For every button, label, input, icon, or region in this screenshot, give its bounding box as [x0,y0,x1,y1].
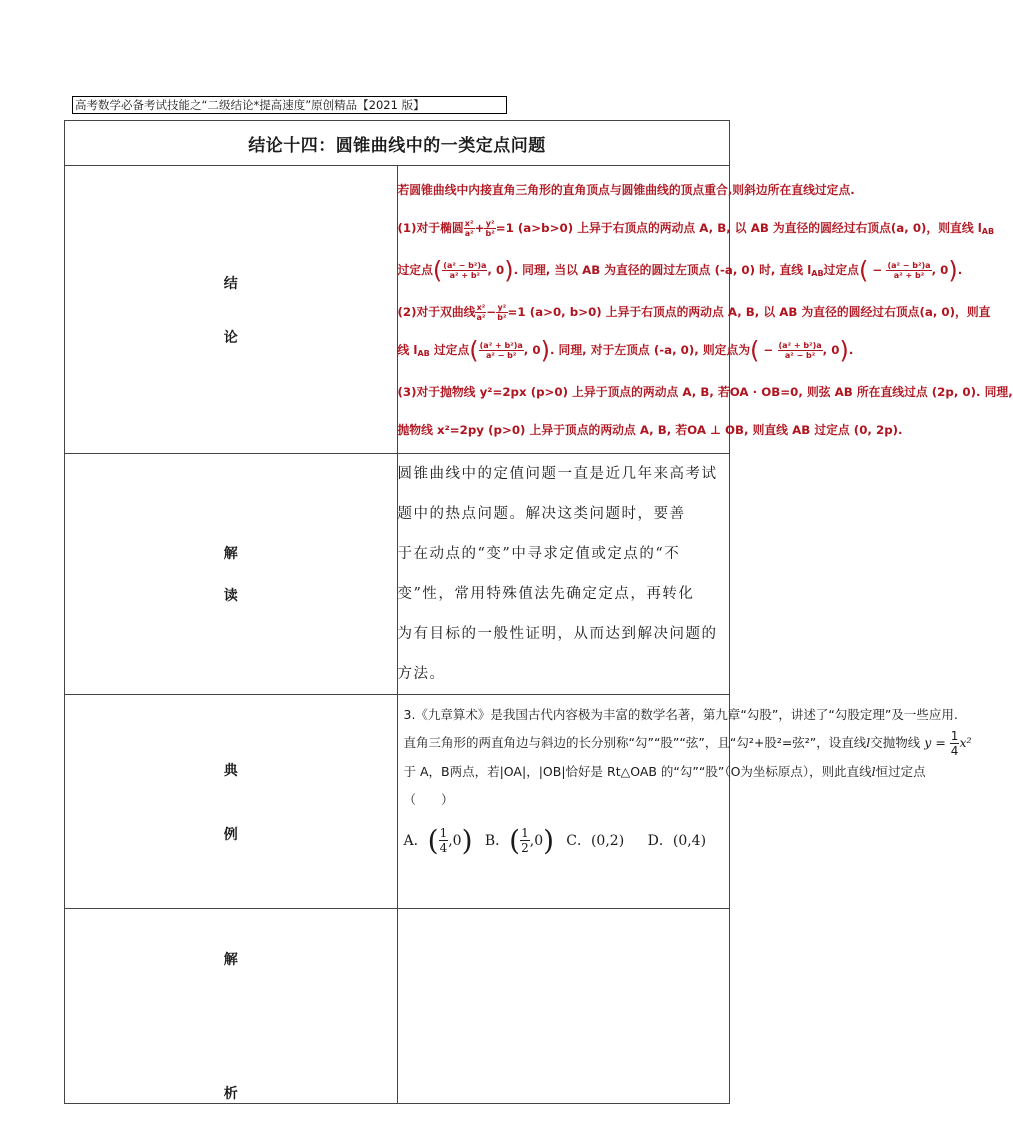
example-line-4: （ ） [403,792,454,807]
interpretation-body: 圆锥曲线中的定值问题一直是近几年来高考试题中的热点问题。解决这类问题时，要善 于在动点的“变”中寻求定值或定点的“不变”性，常用特殊值法先确定定点，再转化 为有目标的一般性证明，从而达到解决问题的方法。 [397,454,730,695]
document-header: 高考数学必备考试技能之“二级结论*提高速度”原创精品【2021 版】 [72,96,507,114]
option-a[interactable]: A． ( $\frac{1}{4}$ ,0 ) [403,823,473,857]
example-line-2: 直角三角形的两直角边与斜边的长分别称“勾”“股”“弦”，且“勾²+股²=弦²”，设直线l交抛物线 y = $\frac{1}{4}$ x² [403,729,972,758]
label-example: 典 例 [65,695,398,909]
ellipse-x-term: $\frac{\text{x²}}{\text{a²}}$ [464,218,474,238]
page-title: 结论十四：圆锥曲线中的一类定点问题 [65,121,730,166]
answer-options [403,823,730,857]
analysis-body [397,909,730,1104]
conclusion-intro: 若圆锥曲线中内接直角三角形的直角顶点与圆锥曲线的顶点重合,则斜边所在直线过定点. [397,182,855,197]
ellipse-y-term: $\frac{\text{y²}}{\text{b²}}$ [485,218,495,238]
ellipse-statement-1: (1)对于椭圆 $\frac{\text{x²}}{\text{a²}}$ + $\frac{\text{y²}}{\text{b²}}$ =1 (a>b>0) 上异于右顶点的两动点 A, B, 以 AB 为直径的圆经过右顶点(a, 0)，则直线 $l_{AB}$ [397,218,995,238]
option-d[interactable]: D． (0,4) [647,832,707,849]
option-c[interactable]: C． (0,2) [566,832,625,849]
hyperbola-statement-1: (2)对于双曲线 $\frac{\text{x²}}{\text{a²}}$ − $\frac{\text{y²}}{\text{b²}}$ =1 (a>0, b>0) 上异于右顶点的两动点 A, B, 以 AB 为直径的圆经过右顶点(a, 0)，则直 [397,302,991,322]
conclusion-table [64,120,1013,1104]
example-line-3: 于 A，B两点，若|OA|，|OB|恰好是 Rt△OAB 的“勾”“股”（O为坐标原点），则此直线l恒过定点 [403,764,926,779]
example-body [397,695,972,909]
ellipse-left-point: $\frac{\text{(a² − b²)a}}{\text{a² + b²}}$ [887,260,931,280]
hyperbola-left-point: $\frac{\text{(a² + b²)a}}{\text{a² − b²}}$ [778,340,822,360]
hyperbola-x-term: $\frac{\text{x²}}{\text{a²}}$ [476,302,486,322]
label-analysis: 解 析 [65,909,398,1104]
example-line-1: 3.《九章算术》是我国古代内容极为丰富的数学名著，第九章“勾股”，讲述了“勾股定理”及一些应用. [403,707,958,722]
hyperbola-statement-2: 线 $l_{AB}$ 过定点( $\frac{\text{(a² + b²)a}}{\text{a² − b²}}$ , 0). 同理, 对于左顶点 (-a, 0), 则定点为( − $\frac{\text{(a² + b²)a}}{\text{a² − b²}}$ , 0). [397,336,854,364]
hyperbola-y-term: $\frac{\text{y²}}{\text{b²}}$ [497,302,507,322]
hyperbola-right-point: $\frac{\text{(a² + b²)a}}{\text{a² − b²}}$ [479,340,523,360]
parabola-statement-2: 抛物线 x²=2py (p>0) 上异于顶点的两动点 A, B, 若OA ⊥ OB, 则直线 AB 过定点 (0, 2p). [397,422,903,437]
ellipse-right-point: $\frac{\text{(a² − b²)a}}{\text{a² + b²}}$ [443,260,487,280]
option-b[interactable]: B． ( $\frac{1}{2}$ ,0 ) [484,823,555,857]
parabola-coefficient: $\frac{1}{4}$ [950,729,959,758]
label-conclusion: 结 论 [65,166,398,454]
label-interpretation: 解 读 [65,454,398,695]
ellipse-statement-2: 过定点( $\frac{\text{(a² − b²)a}}{\text{a² + b²}}$ , 0). 同理, 当以 AB 为直径的圆过左顶点 (-a, 0) 时, 直线 $l_{AB}$过定点( − $\frac{\text{(a² − b²)a}}{\text{a² + b²}}$ , 0). [397,256,963,284]
parabola-statement-1: (3)对于抛物线 y²=2px (p>0) 上异于顶点的两动点 A, B, 若OA · OB=0, 则弦 AB 所在直线过点 (2p, 0). 同理, [397,384,1013,399]
conclusion-body [397,166,1013,454]
